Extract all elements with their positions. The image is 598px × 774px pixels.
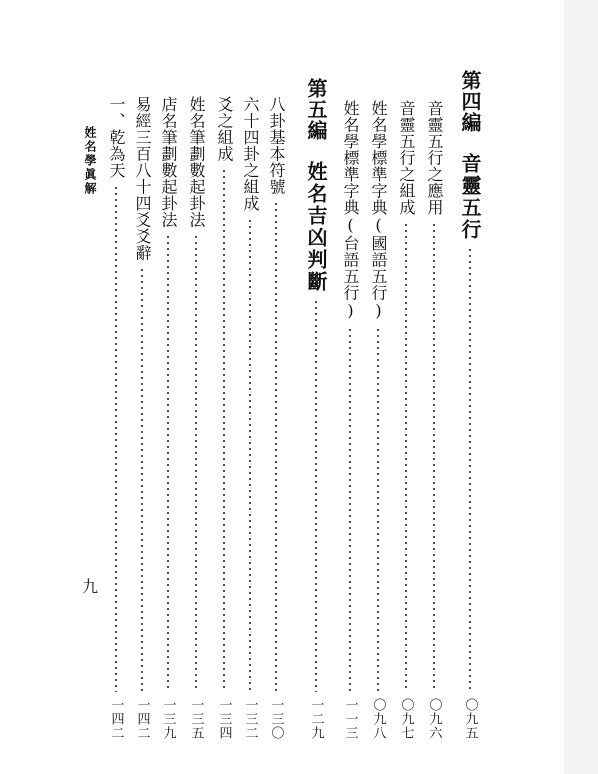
page-number: 一三四 [216, 698, 232, 740]
leader-dots [115, 185, 117, 693]
section-title: 姓名吉凶判斷 [304, 161, 328, 293]
page-edge [564, 0, 598, 774]
page-number: 一三九 [160, 698, 176, 740]
toc-entry [242, 96, 258, 740]
entry-title: 一、乾為天 [107, 96, 126, 179]
entry-title: 姓名學標準字典(國語五行) [369, 100, 388, 321]
page-number: 一三二 [242, 698, 258, 740]
toc-section-heading [460, 70, 480, 740]
page-number: 〇九五 [462, 698, 478, 740]
page-number: 一四二 [134, 698, 150, 740]
leader-dots [315, 299, 317, 692]
leader-dots [249, 218, 251, 693]
toc-section-heading [306, 78, 326, 740]
entry-title: 易經三百八十四爻爻辭 [133, 96, 152, 261]
section-title: 音靈五行 [458, 153, 482, 241]
leader-dots [141, 267, 143, 692]
entry-title: 六十四卦之組成 [241, 96, 260, 212]
leader-dots [405, 222, 407, 693]
page-number: 一一三 [342, 698, 358, 740]
leader-dots [469, 247, 471, 692]
toc-entry [370, 100, 386, 740]
toc-entry [160, 96, 176, 740]
page-number: 一四二 [108, 698, 124, 740]
toc-entry [216, 96, 232, 740]
entry-title: 爻之組成 [215, 96, 234, 162]
leader-dots [349, 327, 351, 693]
page-folio: 九 [82, 577, 99, 596]
running-header: 姓名學眞解 [83, 126, 97, 196]
leader-dots [377, 327, 379, 693]
page-number: 〇九八 [370, 698, 386, 740]
entry-title: 姓名筆劃數起卦法 [187, 96, 206, 228]
leader-dots [433, 222, 435, 693]
page-number: 〇九六 [426, 698, 442, 740]
toc-entry [398, 100, 414, 740]
entry-title: 音靈五行之組成 [397, 100, 416, 216]
toc-entry [342, 100, 358, 740]
leader-dots [195, 234, 197, 692]
toc-entry [188, 96, 204, 740]
section-label: 第五編 [304, 78, 328, 141]
leader-dots [275, 201, 277, 692]
page-number: 一三〇 [268, 698, 284, 740]
leader-dots [223, 168, 225, 692]
entry-title: 音靈五行之應用 [425, 100, 444, 216]
section-label: 第四編 [458, 70, 482, 133]
toc-entry [426, 100, 442, 740]
entry-title: 八卦基本符號 [267, 96, 286, 195]
entry-title: 姓名學標準字典(台語五行) [341, 100, 360, 321]
page-number: 〇九七 [398, 698, 414, 740]
page-number: 一二九 [308, 698, 324, 740]
toc-entry [268, 96, 284, 740]
entry-title: 店名筆劃數起卦法 [159, 96, 178, 228]
toc-entry [108, 96, 124, 740]
page-number: 一三五 [188, 698, 204, 740]
leader-dots [167, 234, 169, 692]
toc-entry [134, 96, 150, 740]
